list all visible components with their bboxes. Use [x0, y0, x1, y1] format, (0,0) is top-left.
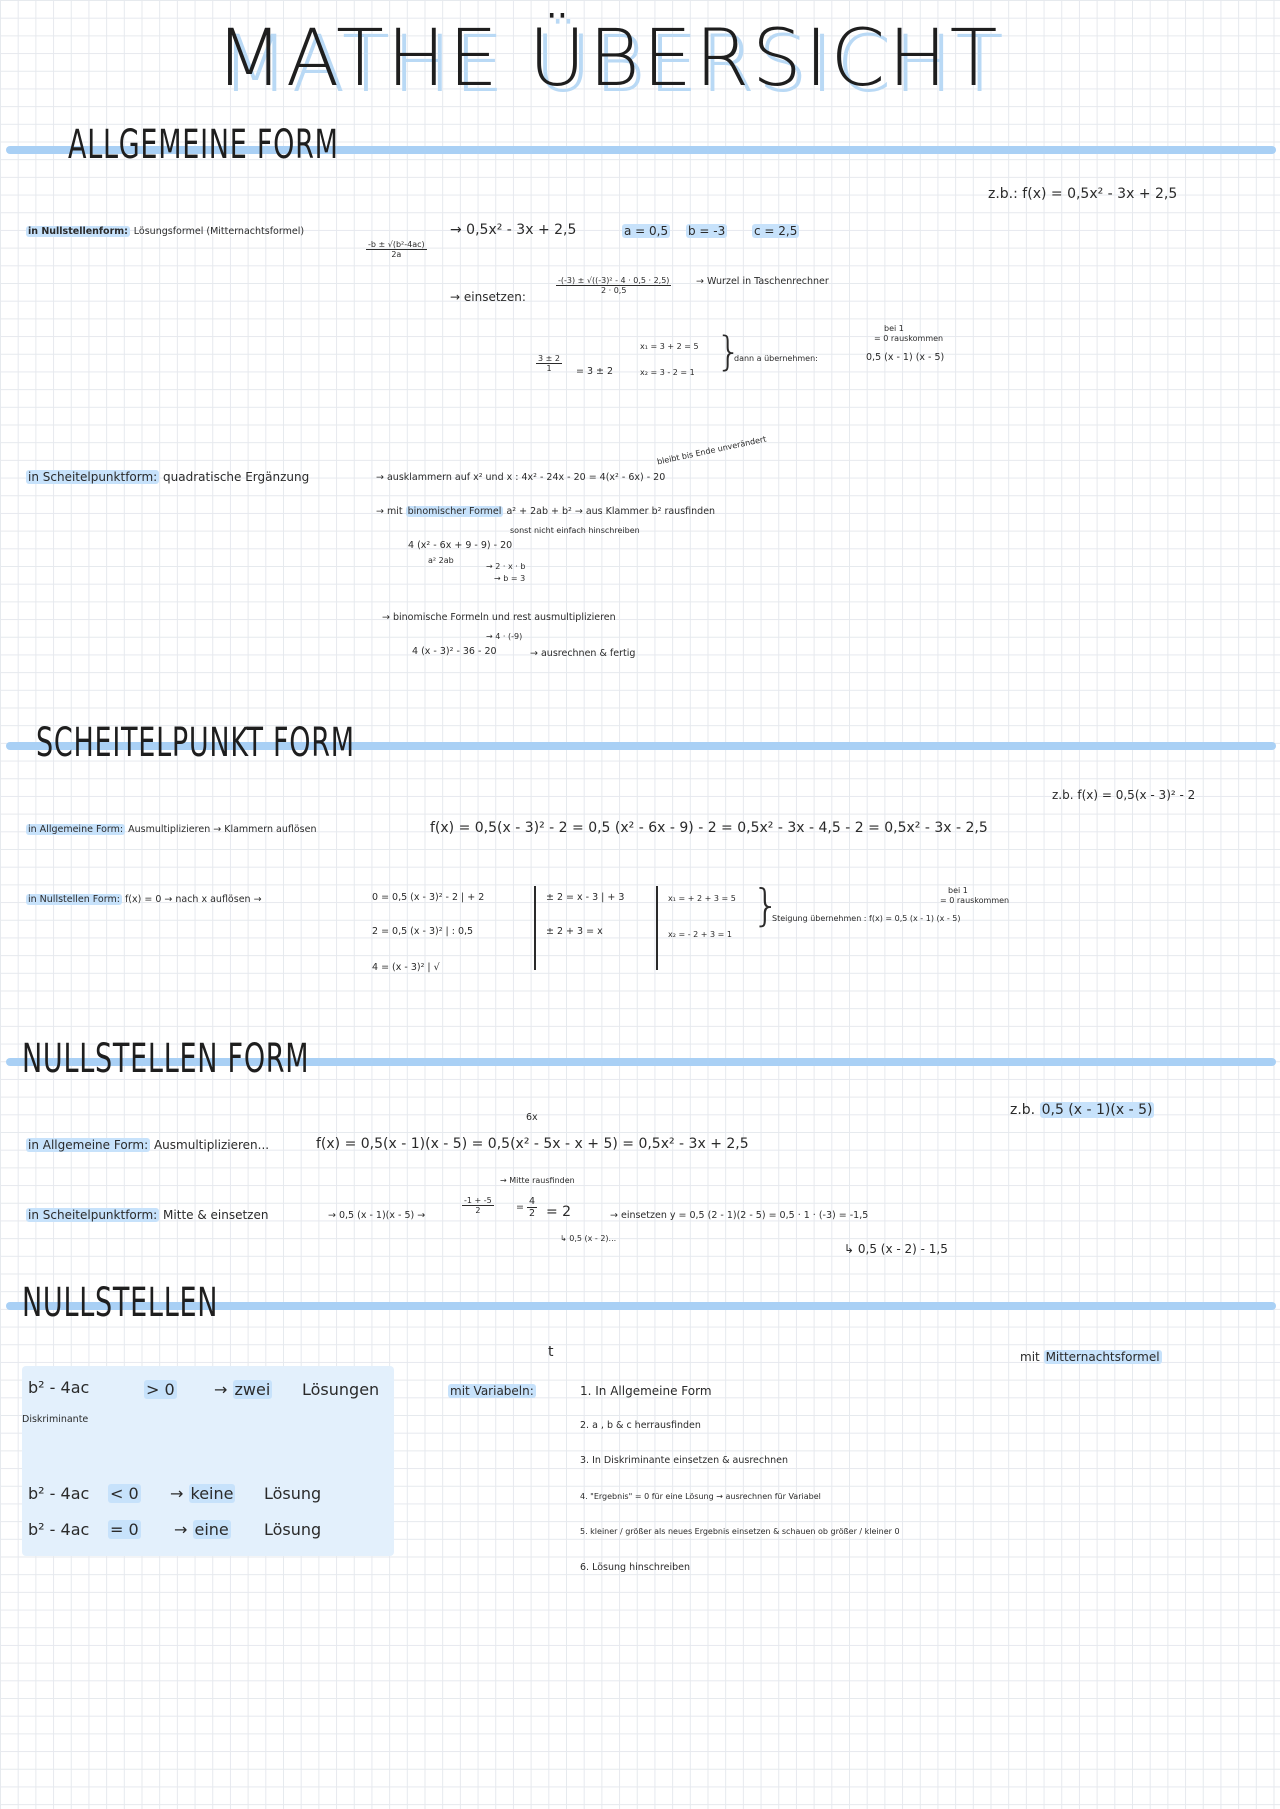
fraction-mitte: $\frac{-1 + -5}{2}$: [464, 1196, 492, 1215]
label-nf-allgemein: in Allgemeine Form: Ausmultiplizieren...: [28, 1138, 270, 1152]
divider-line: [656, 886, 658, 970]
note-6x: 6x: [526, 1112, 538, 1123]
disk-gt: > 0: [146, 1380, 175, 1399]
disk-expr: b² - 4ac: [28, 1378, 90, 1397]
divider-line: [534, 886, 536, 970]
note-dann: dann a übernehmen:: [734, 354, 818, 363]
note-bleibt: bleibt bis Ende unverändert: [656, 434, 768, 467]
arrow-keine: → keine: [170, 1484, 234, 1503]
label-sp-allgemein: in Allgemeine Form: Ausmultiplizieren → Klammern auflösen: [28, 824, 317, 835]
heading-scheitelpunkt-form: SCHEITELPUNKT FORM: [36, 720, 355, 766]
step-binom: → mit binomischer Formel a² + 2ab + b² → aus Klammer b² rausfinden: [376, 506, 716, 517]
expr-final: 4 (x - 3)² - 36 - 20: [412, 646, 497, 657]
step-ausmultiplizieren: → binomische Formeln und rest ausmultiplizieren: [382, 612, 616, 623]
note-einsetzen: → einsetzen y = 0,5 (2 - 1)(2 - 5) = 0,5 · 1 · (-3) = -1,5: [610, 1210, 869, 1221]
label-t: t: [548, 1344, 554, 1360]
disk-label: Diskriminante: [22, 1414, 89, 1425]
expr-nf-scheitel: → 0,5 (x - 1)(x - 5) →: [328, 1210, 426, 1221]
example-nullstellenform: z.b. 0,5 (x - 1)(x - 5): [1010, 1102, 1153, 1118]
sp-x1: x₁ = + 2 + 3 = 5: [668, 894, 736, 903]
note-taschenrechner: → Wurzel in Taschenrechner: [696, 276, 829, 287]
expr-ergaenzung: 4 (x² - 6x + 9 - 9) - 20: [408, 540, 513, 551]
x1-value: x₁ = 3 + 2 = 5: [640, 342, 699, 351]
brace: }: [752, 880, 780, 931]
label-loesungen: Lösungen: [302, 1380, 380, 1399]
label-loesung-1: Lösung: [264, 1484, 322, 1503]
note-mitternachtsformel: mit Mitternachtsformel: [1020, 1350, 1160, 1364]
value-c: c = 2,5: [754, 224, 798, 238]
step-ausklammern: → ausklammern auf x² und x : 4x² - 24x - 20 = 4(x² - 6x) - 20: [376, 472, 666, 483]
result-nullstellenform: 0,5 (x - 1) (x - 5): [866, 352, 945, 363]
label-a2-2ab: a² 2ab: [428, 556, 454, 565]
label-sp-nullstellen: in Nullstellen Form: f(x) = 0 → nach x auflösen →: [28, 894, 262, 905]
label-nf-scheitel: in Scheitelpunktform: Mitte & einsetzen: [28, 1208, 269, 1222]
eq-expr: b² - 4ac: [28, 1520, 90, 1539]
disk-lt: < 0: [110, 1484, 139, 1503]
step-4: 4. "Ergebnis" = 0 für eine Lösung → ausrechnen für Variabel: [580, 1492, 821, 1501]
example-allgemeine: z.b.: f(x) = 0,5x² - 3x + 2,5: [988, 186, 1178, 202]
label-loesung-2: Lösung: [264, 1520, 322, 1539]
step-6: 6. Lösung hinschreiben: [580, 1562, 691, 1573]
brace: }: [716, 329, 742, 375]
note-bei: bei 1: [884, 324, 904, 333]
formula-inserted: $\frac{\text{-(-3) ± √((-3)² - 4 · 0,5 · 2,5)}}{2 \cdot 0,5}$: [558, 276, 670, 295]
note-steigung: Steigung übernehmen : f(x) = 0,5 (x - 1) (x - 5): [772, 914, 961, 923]
lt-expr: b² - 4ac: [28, 1484, 90, 1503]
value-b: b = -3: [688, 224, 726, 238]
step-5: 5. kleiner / größer als neues Ergebnis einsetzen & schauen ob größer / kleiner 0: [580, 1527, 900, 1536]
note-sonst: sonst nicht einfach hinschreiben: [510, 526, 640, 535]
heading-nullstellen-form: NULLSTELLEN FORM: [22, 1036, 310, 1082]
col1: ± 2 = x - 3 | + 3: [546, 892, 625, 903]
label-scheitelpunktform: in Scheitelpunktform: quadratische Ergänzung: [28, 470, 310, 484]
label-nullstellenform: in Nullstellenform: Lösungsformel (Mitternachtsformel): [28, 226, 305, 237]
note-mult: → 4 · (-9): [486, 632, 523, 641]
result-nf-scheitel: ↳ 0,5 (x - 2) - 1,5: [844, 1242, 948, 1256]
example-scheitelpunkt: z.b. f(x) = 0,5(x - 3)² - 2: [1052, 788, 1196, 802]
note-raus: = 0 rauskommen: [940, 896, 1010, 905]
note-raus: = 0 rauskommen: [874, 334, 944, 343]
label-variabeln: mit Variabeln:: [450, 1384, 534, 1398]
eq-result: = 3 ± 2: [576, 366, 614, 377]
expr-sp-allgemein: f(x) = 0,5(x - 3)² - 2 = 0,5 (x² - 6x - 9) - 2 = 0,5x² - 3x - 4,5 - 2 = 0,5x² - 3x - 2,5: [430, 820, 988, 836]
expr-nf-allgemein: f(x) = 0,5(x - 1)(x - 5) = 0,5(x² - 5x - x + 5) = 0,5x² - 3x + 2,5: [316, 1136, 749, 1152]
note-mitte: → Mitte rausfinden: [500, 1176, 575, 1185]
step-1: 1. In Allgemeine Form: [580, 1384, 712, 1398]
note-b2: → b = 3: [494, 574, 526, 583]
arrow-zwei: → zwei: [214, 1380, 271, 1399]
mitternachtsformel: $\frac{\text{-b ± √(b²-4ac)}}{2a}$: [368, 240, 425, 259]
row2: 2 = 0,5 (x - 3)² | : 0,5: [372, 926, 474, 937]
x2-value: x₂ = 3 - 2 = 1: [640, 368, 695, 377]
eq-2: = 2: [546, 1204, 572, 1220]
step-3: 3. In Diskriminante einsetzen & ausrechnen: [580, 1455, 789, 1466]
row1: 0 = 0,5 (x - 3)² - 2 | + 2: [372, 892, 485, 903]
heading-allgemeine-form: ALLGEMEINE FORM: [68, 122, 339, 168]
step-expr: → 0,5x² - 3x + 2,5: [450, 222, 577, 238]
disk-eq: = 0: [110, 1520, 139, 1539]
col2: ± 2 + 3 = x: [546, 926, 603, 937]
heading-nullstellen: NULLSTELLEN: [22, 1280, 219, 1326]
arrow-eine: → eine: [174, 1520, 229, 1539]
step-2: 2. a , b & c herrausfinden: [580, 1420, 701, 1431]
note-b1: → 2 · x · b: [486, 562, 526, 571]
fraction-mitte-2: = $\frac{4}{2}$: [516, 1196, 536, 1219]
fraction-result: $\frac{3 \pm 2}{1}$: [538, 354, 560, 373]
note-fertig: → ausrechnen & fertig: [530, 648, 636, 659]
note-bei: bei 1: [948, 886, 968, 895]
row3: 4 = (x - 3)² | √: [372, 962, 440, 973]
step-einsetzen: → einsetzen:: [450, 290, 526, 304]
value-a: a = 0,5: [624, 224, 669, 238]
page-title: MATHE ÜBERSICHT: [215, 14, 1001, 104]
note-sub: ↳ 0,5 (x - 2)...: [560, 1234, 617, 1243]
sp-x2: x₂ = - 2 + 3 = 1: [668, 930, 733, 939]
